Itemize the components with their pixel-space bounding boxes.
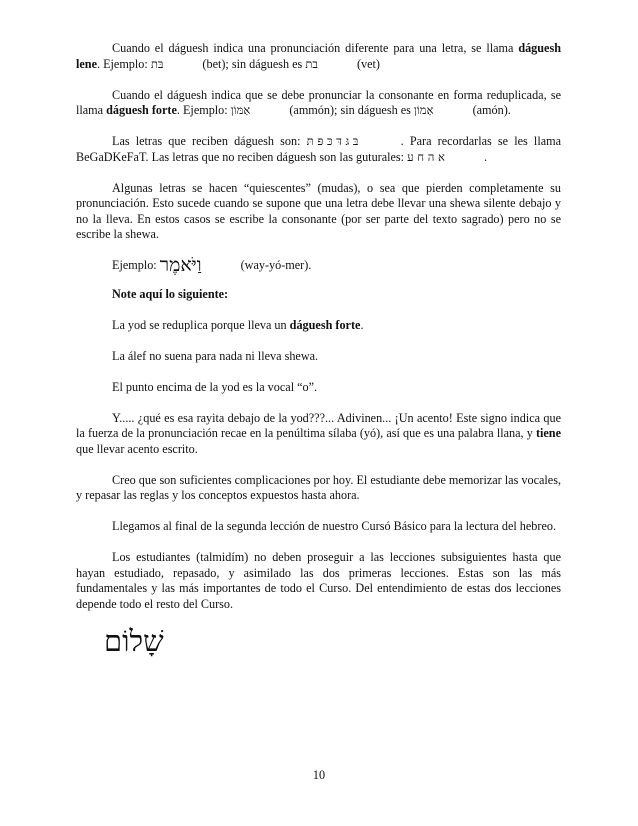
hebrew-example-amon: אַמוֹן [413,103,434,117]
hebrew-guttural-letters: א ה ח ע [407,149,445,164]
paragraph-begadkefat [76,134,561,165]
text-run: Las letras que reciben dáguesh son: [112,134,307,148]
text-run: . Para recordarlas se les llama BeGaDKeFaT. Las letras que no reciben dáguesh son las guturales: [76,134,562,164]
text-run: . [480,149,487,164]
text-run: Cuando el dáguesh indica que se debe pronunciar la consonante en forma reduplicada, se llama [76,87,561,117]
paragraph-dagesh-lene [76,41,561,72]
page-number: 10 [312,768,326,782]
paragraph-enough-complications: Creo que son suficientes complicaciones por hoy. El estudiante debe memorizar las vocales, y repasar las reglas y los conceptos expuestos hasta ahora. [76,472,561,502]
hebrew-example-wayyomer: וַיֹּאמֶר [159,254,202,276]
hebrew-shalom: שָׁלוֹם [104,624,164,658]
text-run: La yod se reduplica porque lleva un [112,317,290,332]
text-run: Cuando el dáguesh indica una pronunciación diferente para una letra, se llama [112,41,519,55]
paragraph-yod-reduplicated [76,318,561,334]
paragraph-alef-silent: La álef no suena para nada ni lleva shewa. [112,348,319,363]
paragraph-note-heading [76,287,561,303]
paragraph-students-advice: Los estudiantes (talmidím) no deben proseguir a las lecciones subsiguientes hasta que hayan estudiado, repasado, y asimilado las dos primeras lecciones. Estas son las más fundamentales y las más importantes de todo el Curso. Del entendimiento de estas dos lecciones depende todo el resto del Curso. [76,550,561,611]
text-run: . Ejemplo: [96,56,151,71]
text-run: Ejemplo: [112,258,160,272]
text-run: que llevar acento escrito. [76,441,198,456]
hebrew-example-vet: בת [305,56,318,71]
text-run: (bet); sin dáguesh es [199,56,306,71]
paragraph-example [76,254,561,276]
hebrew-example-ammon: אַמּוֹן [230,103,251,117]
note-heading: Note aquí lo siguiente: [112,286,229,301]
paragraph-quiescent-letters: Algunas letras se hacen “quiescentes” (mudas), o sea que pierden completamente su pronunciación. Esto sucede cuando se supone que una letra debe llevar una shewa silente debajo y no la lleva. En estos casos se escribe la consonante (por ser parte del texto sagrado) pero no se escribe la shewa. [76,180,561,241]
paragraph-holam-vowel: El punto encima de la yod es la vocal “o”. [112,379,318,394]
text-run: (amón). [469,103,511,117]
paragraph-end-of-lesson: Llegamos al final de la segunda lección de nuestro Cursó Básico para la lectura del hebreo. [112,519,556,533]
text-run: . Ejemplo: [176,103,231,117]
hebrew-begadkefat-letters: בּ גּ דּ כּ פּ תּ [306,134,359,148]
paragraph-dagesh-forte [76,88,561,119]
text-run: (vet) [353,56,380,71]
text-run: (way-yó-mer). [237,258,312,272]
term-dagesh-forte: dáguesh forte [289,317,361,332]
text-run: Y..... ¿qué es esa rayita debajo de la yod???... Adivinen... ¡Un acento! Este signo indica que la fuerza de la pronunciación recae en la penúltima sílaba (yó), así que es una palabra llana, y [76,410,561,440]
term-tiene: tiene [535,426,561,440]
page-body [76,41,561,628]
paragraph-accent [76,411,561,458]
term-dagesh-forte: dáguesh forte [106,103,177,117]
term-dagesh-lene: dáguesh lene [76,41,561,71]
hebrew-example-bet: בּת [150,56,164,71]
text-run: . [360,317,364,332]
text-run: (ammón); sin dáguesh es [286,103,414,117]
